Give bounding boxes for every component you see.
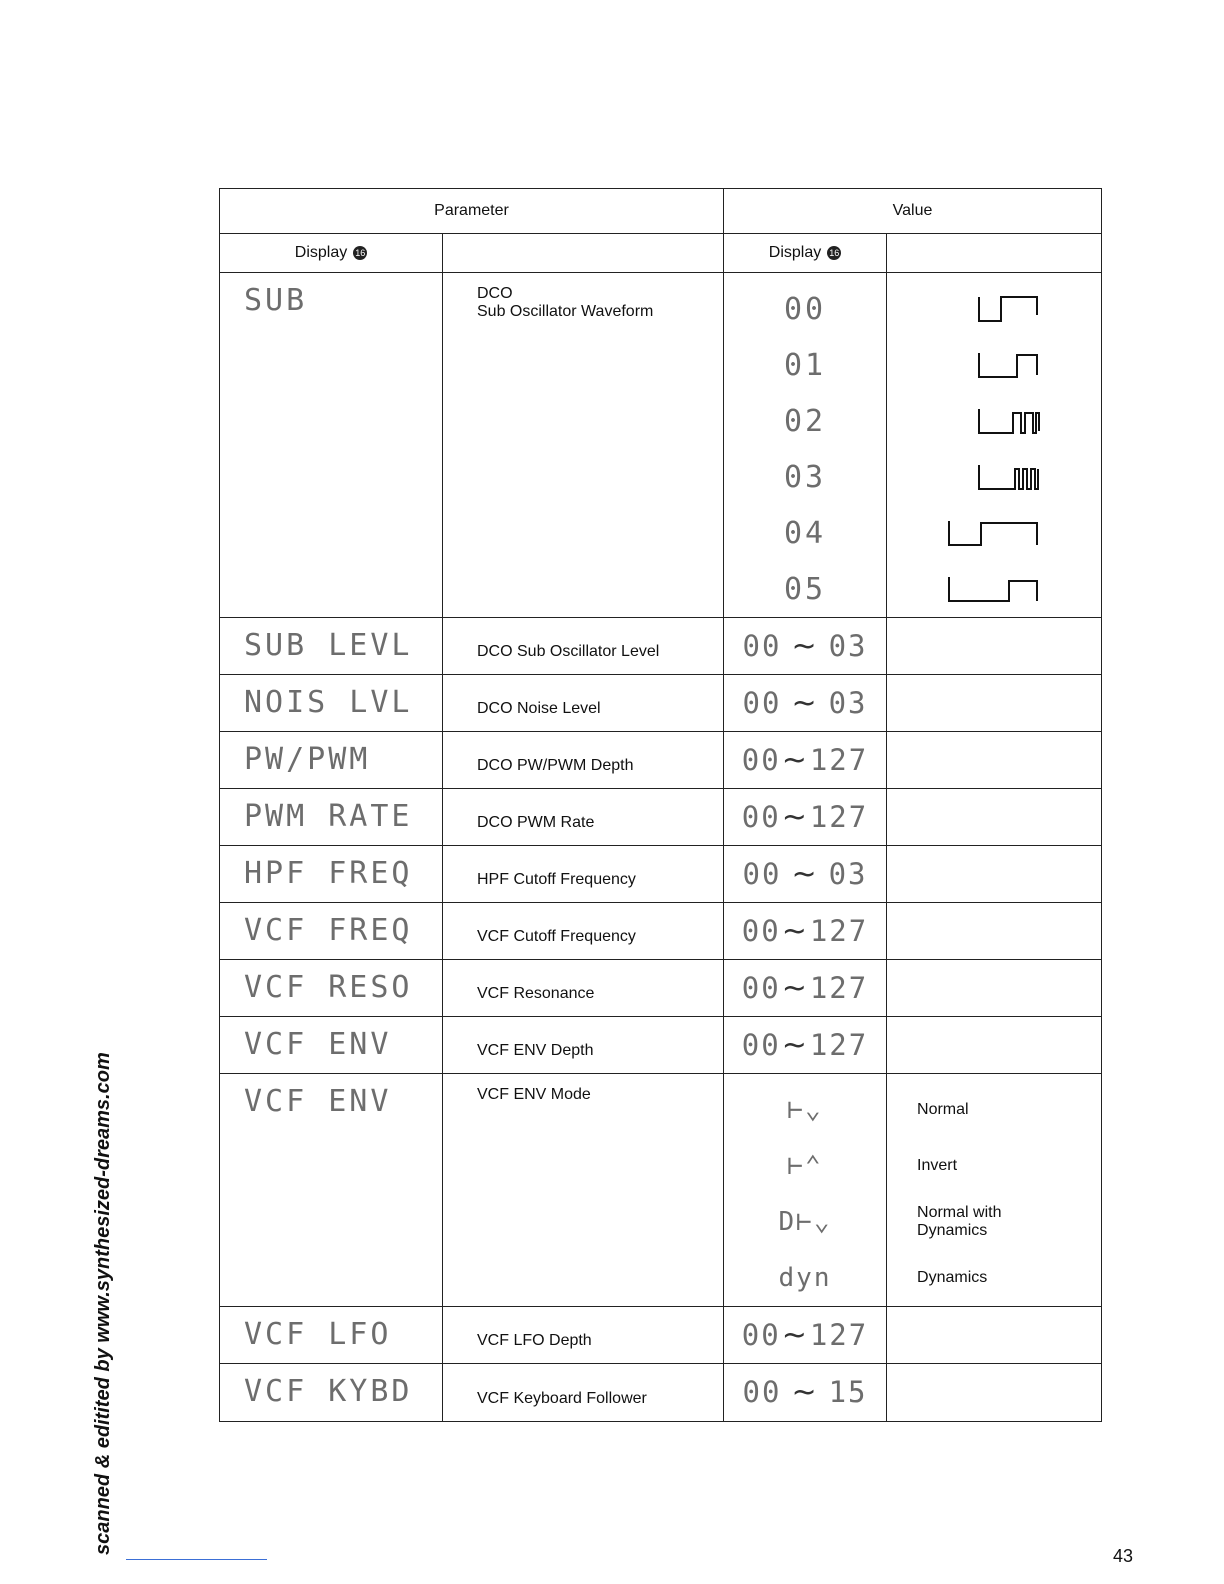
value-note xyxy=(887,903,1102,960)
value-note xyxy=(887,1017,1102,1074)
waveform-list xyxy=(887,273,1102,618)
value-range: 00~127 xyxy=(724,789,887,846)
param-description: DCO Noise Level xyxy=(443,675,724,732)
value-range: 00~127 xyxy=(724,1307,887,1364)
mode-label: Invert xyxy=(917,1157,958,1174)
value-range: 00~127 xyxy=(724,1017,887,1074)
wide-narrow-pulse-wave-icon xyxy=(909,571,1039,607)
circled-number-icon: 16 xyxy=(355,248,366,258)
value-note xyxy=(887,1307,1102,1364)
param-display: NOIS LVL xyxy=(220,675,443,732)
value-range: 00 ~ 03 xyxy=(724,618,887,675)
value-display: 01 xyxy=(783,347,827,383)
param-display: SUB xyxy=(220,273,443,618)
table-row xyxy=(220,1074,1102,1307)
table-row xyxy=(220,846,1102,903)
mode-symbol-list xyxy=(724,1074,887,1307)
mode-label: Normal with Dynamics xyxy=(917,1204,1002,1239)
env-dynamics-symbol: dyn xyxy=(778,1263,832,1293)
table-row xyxy=(220,1307,1102,1364)
param-description: VCF ENV Depth xyxy=(443,1017,724,1074)
table-row xyxy=(220,1364,1102,1422)
table-row xyxy=(220,732,1102,789)
value-display: 05 xyxy=(783,571,827,607)
table-row xyxy=(220,789,1102,846)
display-header-left: Display 16 xyxy=(220,234,443,273)
double-pulse-wave-icon xyxy=(939,403,1049,439)
description-header xyxy=(443,234,724,273)
param-display: HPF FREQ xyxy=(220,846,443,903)
param-description: VCF Keyboard Follower xyxy=(443,1364,724,1422)
display-header-right: Display 16 xyxy=(724,234,887,273)
param-description: DCO Sub Oscillator Level xyxy=(443,618,724,675)
header-row-2 xyxy=(220,234,1102,273)
value-range: 00~127 xyxy=(724,960,887,1017)
narrow-pulse-wave-icon xyxy=(939,347,1049,383)
param-display: PW/PWM xyxy=(220,732,443,789)
table-row xyxy=(220,903,1102,960)
param-display: VCF ENV xyxy=(220,1074,443,1307)
header-row-1 xyxy=(220,189,1102,234)
value-note xyxy=(887,789,1102,846)
triple-pulse-wave-icon xyxy=(939,459,1049,495)
param-display: VCF FREQ xyxy=(220,903,443,960)
value-header: Value xyxy=(724,189,1102,234)
value-description-header xyxy=(887,234,1102,273)
env-normal-dynamics-symbol: D⊢⌄ xyxy=(778,1207,832,1237)
param-description: VCF LFO Depth xyxy=(443,1307,724,1364)
value-display: 03 xyxy=(783,459,827,495)
table-row xyxy=(220,618,1102,675)
square-wave-icon xyxy=(939,291,1049,327)
value-display: 00 xyxy=(783,291,827,327)
value-display: 04 xyxy=(783,515,827,551)
param-display: SUB LEVL xyxy=(220,618,443,675)
link-underline xyxy=(126,1559,267,1560)
value-note xyxy=(887,618,1102,675)
wide-square-wave-icon xyxy=(909,515,1039,551)
param-description: DCO Sub Oscillator Waveform xyxy=(443,273,724,618)
param-description: VCF ENV Mode xyxy=(443,1074,724,1307)
circled-number-icon: 16 xyxy=(829,248,840,258)
table-row xyxy=(220,960,1102,1017)
value-range: 00~127 xyxy=(724,732,887,789)
param-description: VCF Resonance xyxy=(443,960,724,1017)
param-description: VCF Cutoff Frequency xyxy=(443,903,724,960)
table-row xyxy=(220,1017,1102,1074)
table-row xyxy=(220,273,1102,618)
table-row xyxy=(220,675,1102,732)
param-description: DCO PW/PWM Depth xyxy=(443,732,724,789)
param-display: PWM RATE xyxy=(220,789,443,846)
param-display: VCF KYBD xyxy=(220,1364,443,1422)
page-number: 43 xyxy=(1113,1546,1134,1566)
param-display: VCF RESO xyxy=(220,960,443,1017)
value-range: 00 ~ 15 xyxy=(724,1364,887,1422)
env-invert-symbol: ⊢⌃ xyxy=(787,1151,823,1181)
value-note xyxy=(887,846,1102,903)
mode-label: Dynamics xyxy=(917,1269,988,1286)
param-display: VCF LFO xyxy=(220,1307,443,1364)
side-credit: scanned & editited by www.synthesized-dreams.com xyxy=(92,1052,114,1555)
param-description: DCO PWM Rate xyxy=(443,789,724,846)
value-range: 00 ~ 03 xyxy=(724,675,887,732)
value-note xyxy=(887,960,1102,1017)
param-description: HPF Cutoff Frequency xyxy=(443,846,724,903)
value-range: 00 ~ 03 xyxy=(724,846,887,903)
parameter-header: Parameter xyxy=(220,189,724,234)
value-display: 02 xyxy=(783,403,827,439)
value-range: 00~127 xyxy=(724,903,887,960)
value-display-list xyxy=(724,273,887,618)
value-note xyxy=(887,1364,1102,1422)
env-normal-symbol: ⊢⌄ xyxy=(787,1095,823,1125)
value-note xyxy=(887,732,1102,789)
parameter-table xyxy=(219,188,1102,1422)
param-display: VCF ENV xyxy=(220,1017,443,1074)
mode-label: Normal xyxy=(917,1101,969,1118)
value-note xyxy=(887,675,1102,732)
mode-label-list xyxy=(887,1074,1102,1307)
